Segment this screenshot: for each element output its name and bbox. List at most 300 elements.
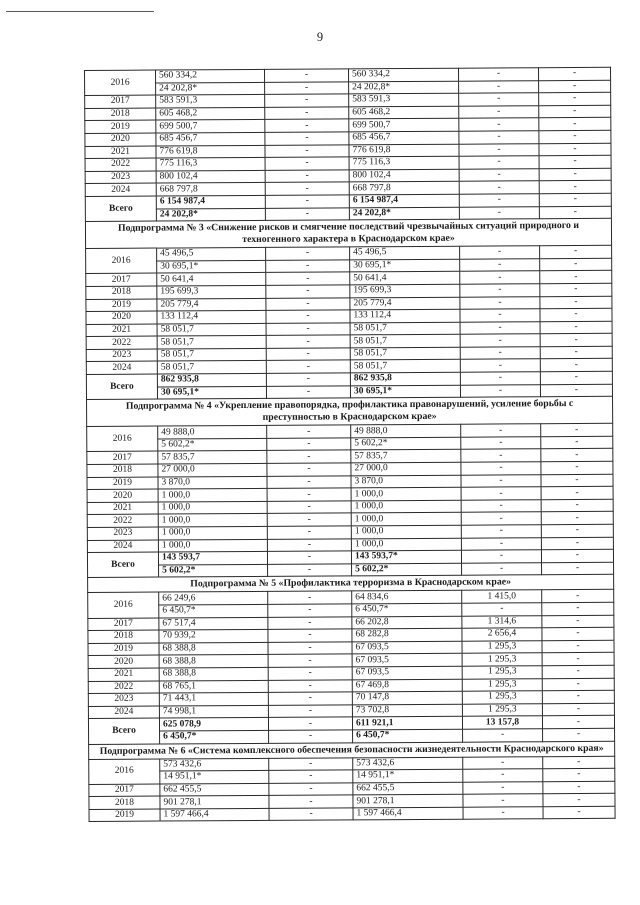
- year-cell: 2016: [86, 248, 157, 274]
- amount-cell: -: [268, 629, 352, 642]
- year-cell: 2019: [87, 477, 158, 490]
- amount-cell: -: [269, 770, 353, 783]
- year-cell: 2019: [85, 120, 156, 133]
- amount-cell: -: [266, 335, 350, 348]
- amount-cell: -: [541, 424, 613, 437]
- budget-table: [84, 67, 616, 823]
- amount-cell: 5 602,2*: [159, 564, 268, 577]
- amount-cell: 50 641,4: [350, 272, 460, 285]
- amount-cell: -: [461, 537, 541, 550]
- amount-cell: -: [268, 642, 352, 655]
- amount-cell: -: [539, 105, 611, 118]
- amount-cell: 58 051,7: [350, 360, 460, 373]
- subprogram-header-row: [87, 397, 613, 427]
- amount-cell: -: [541, 436, 613, 449]
- amount-cell: 58 051,7: [350, 322, 460, 335]
- amount-cell: 6 450,7*: [353, 729, 463, 742]
- total-label: Всего: [86, 374, 157, 400]
- amount-cell: -: [268, 692, 352, 705]
- amount-cell: -: [541, 512, 613, 525]
- amount-cell: 49 888,0: [351, 424, 461, 437]
- amount-cell: 5 602,2*: [158, 438, 267, 451]
- amount-cell: -: [268, 564, 352, 577]
- amount-cell: -: [267, 488, 351, 501]
- amount-cell: 67 093,5: [352, 654, 462, 667]
- amount-cell: -: [266, 260, 350, 273]
- amount-cell: -: [540, 371, 612, 384]
- amount-cell: -: [463, 781, 543, 794]
- amount-cell: -: [460, 271, 540, 284]
- amount-cell: 6 154 987,4: [156, 195, 265, 208]
- amount-cell: -: [461, 500, 541, 513]
- amount-cell: 573 432,6: [353, 757, 463, 770]
- amount-cell: -: [541, 524, 613, 537]
- amount-cell: -: [267, 551, 351, 564]
- amount-cell: 699 500,7: [349, 119, 459, 132]
- total-label: Всего: [87, 552, 158, 578]
- amount-cell: 560 334,2: [156, 69, 265, 82]
- amount-cell: 862 935,8: [157, 373, 266, 386]
- amount-cell: 699 500,7: [156, 120, 265, 133]
- amount-cell: -: [542, 590, 614, 603]
- amount-cell: 205 779,4: [157, 298, 266, 311]
- amount-cell: 67 093,5: [352, 666, 462, 679]
- year-cell: 2024: [85, 183, 156, 196]
- year-cell: 2018: [87, 464, 158, 477]
- amount-cell: 775 116,3: [156, 158, 265, 171]
- amount-cell: 195 699,3: [350, 284, 460, 297]
- amount-cell: 573 432,6: [160, 758, 269, 771]
- amount-cell: 583 591,3: [349, 93, 459, 106]
- amount-cell: 57 835,7: [351, 450, 461, 463]
- amount-cell: -: [269, 795, 353, 808]
- amount-cell: -: [542, 703, 614, 716]
- amount-cell: -: [265, 182, 349, 195]
- amount-cell: -: [539, 206, 611, 219]
- amount-cell: -: [542, 602, 614, 615]
- amount-cell: 6 450,7*: [160, 730, 269, 743]
- year-cell: 2024: [87, 540, 158, 553]
- amount-cell: 625 078,9: [159, 718, 268, 731]
- amount-cell: -: [540, 258, 612, 271]
- amount-cell: -: [461, 525, 541, 538]
- year-cell: 2019: [88, 643, 159, 656]
- amount-cell: 862 935,8: [350, 372, 460, 385]
- amount-cell: 662 455,5: [160, 783, 269, 796]
- amount-cell: 583 591,3: [156, 95, 265, 108]
- amount-cell: -: [266, 386, 350, 399]
- amount-cell: -: [462, 603, 542, 616]
- amount-cell: 14 951,1*: [353, 769, 463, 782]
- year-cell: 2016: [89, 759, 160, 785]
- amount-cell: 24 202,8*: [156, 208, 265, 221]
- amount-cell: -: [461, 550, 541, 563]
- amount-cell: -: [541, 461, 613, 474]
- year-cell: 2020: [88, 655, 159, 668]
- amount-cell: 64 834,6: [352, 591, 462, 604]
- amount-cell: 685 456,7: [156, 132, 265, 145]
- page-number: 9: [316, 30, 324, 44]
- amount-cell: 668 797,8: [156, 183, 265, 196]
- amount-cell: -: [459, 156, 539, 169]
- amount-cell: -: [541, 537, 613, 550]
- amount-cell: 901 278,1: [353, 794, 463, 807]
- amount-cell: 24 202,8*: [156, 82, 265, 95]
- amount-cell: 1 295,3: [462, 653, 542, 666]
- amount-cell: -: [459, 181, 539, 194]
- amount-cell: -: [540, 359, 612, 372]
- amount-cell: 2 656,4: [462, 628, 542, 641]
- amount-cell: -: [459, 80, 539, 93]
- amount-cell: -: [459, 143, 539, 156]
- amount-cell: -: [539, 80, 611, 93]
- amount-cell: 776 619,8: [349, 144, 459, 157]
- amount-cell: -: [266, 373, 350, 386]
- year-cell: 2022: [88, 681, 159, 694]
- amount-cell: -: [460, 258, 540, 271]
- amount-cell: 68 388,8: [159, 655, 268, 668]
- amount-cell: 58 051,7: [157, 348, 266, 361]
- year-cell: 2024: [86, 362, 157, 375]
- amount-cell: -: [267, 450, 351, 463]
- subprogram-title: Подпрограмма № 6 «Система комплексного обеспечения безопасности жизнедеятельности Краснодарского края»: [89, 741, 615, 759]
- amount-cell: 67 517,4: [159, 617, 268, 630]
- amount-cell: 68 388,8: [159, 642, 268, 655]
- amount-cell: 143 593,7*: [351, 550, 461, 563]
- year-cell: 2023: [88, 693, 159, 706]
- amount-cell: -: [266, 348, 350, 361]
- year-cell: 2021: [88, 668, 159, 681]
- amount-cell: -: [540, 245, 612, 258]
- amount-cell: 27 000,0: [158, 463, 267, 476]
- amount-cell: 6 450,7*: [352, 603, 462, 616]
- amount-cell: -: [540, 321, 612, 334]
- amount-cell: 133 112,4: [157, 310, 266, 323]
- amount-cell: 58 051,7: [350, 347, 460, 360]
- amount-cell: 68 388,8: [159, 667, 268, 680]
- year-cell: 2019: [89, 809, 160, 822]
- amount-cell: 205 779,4: [350, 297, 460, 310]
- amount-cell: 1 000,0: [158, 526, 267, 539]
- amount-cell: 6 154 987,4: [349, 194, 459, 207]
- subprogram-title: Подпрограмма № 5 «Профилактика терроризма в Краснодарском крае»: [88, 575, 614, 593]
- amount-cell: 3 870,0: [351, 475, 461, 488]
- amount-cell: -: [268, 705, 352, 718]
- amount-cell: 1 314,6: [462, 615, 542, 628]
- budget-table-body: [85, 67, 616, 822]
- amount-cell: -: [459, 206, 539, 219]
- total-label: Всего: [85, 196, 156, 222]
- amount-cell: -: [543, 728, 615, 741]
- amount-cell: 5 602,2*: [351, 437, 461, 450]
- amount-cell: -: [268, 667, 352, 680]
- amount-cell: 1 597 466,4: [353, 807, 463, 820]
- year-cell: 2018: [89, 796, 160, 809]
- amount-cell: -: [461, 487, 541, 500]
- amount-cell: 1 000,0: [351, 500, 461, 513]
- amount-cell: -: [540, 296, 612, 309]
- year-cell: 2023: [86, 349, 157, 362]
- amount-cell: -: [461, 474, 541, 487]
- amount-cell: 45 496,5: [157, 248, 266, 261]
- year-cell: 2017: [86, 273, 157, 286]
- amount-cell: -: [539, 155, 611, 168]
- amount-cell: -: [460, 246, 540, 259]
- amount-cell: 1 597 466,4: [160, 808, 269, 821]
- year-cell: 2017: [89, 784, 160, 797]
- year-cell: 2019: [86, 299, 157, 312]
- amount-cell: 66 249,6: [159, 592, 268, 605]
- amount-cell: -: [268, 679, 352, 692]
- year-cell: 2017: [87, 451, 158, 464]
- amount-cell: -: [269, 808, 353, 821]
- year-cell: 2022: [85, 158, 156, 171]
- amount-cell: -: [266, 272, 350, 285]
- amount-cell: -: [266, 297, 350, 310]
- amount-cell: -: [268, 616, 352, 629]
- amount-cell: -: [542, 665, 614, 678]
- amount-cell: -: [540, 334, 612, 347]
- year-cell: 2016: [88, 592, 159, 618]
- amount-cell: -: [460, 296, 540, 309]
- amount-cell: -: [267, 476, 351, 489]
- amount-cell: -: [461, 437, 541, 450]
- amount-cell: 13 157,8: [462, 716, 542, 729]
- year-cell: 2021: [86, 324, 157, 337]
- amount-cell: -: [460, 384, 540, 397]
- subprogram-title: Подпрограмма № 4 «Укрепление правопорядка, профилактика правонарушений, усиление борьбы с преступностью в Краснодарском крае»: [87, 397, 613, 427]
- amount-cell: -: [540, 346, 612, 359]
- amount-cell: 662 455,5: [353, 782, 463, 795]
- amount-cell: 611 921,1: [352, 717, 462, 730]
- amount-cell: 3 870,0: [158, 476, 267, 489]
- amount-cell: -: [543, 768, 615, 781]
- amount-cell: -: [268, 717, 352, 730]
- amount-cell: -: [461, 512, 541, 525]
- year-cell: 2020: [87, 489, 158, 502]
- amount-cell: 1 000,0: [158, 489, 267, 502]
- amount-cell: -: [540, 384, 612, 397]
- amount-cell: -: [265, 170, 349, 183]
- amount-cell: 143 593,7: [158, 552, 267, 565]
- amount-cell: -: [539, 118, 611, 131]
- year-cell: 2022: [87, 514, 158, 527]
- amount-cell: 58 051,7: [350, 334, 460, 347]
- amount-cell: 67 469,8: [352, 679, 462, 692]
- amount-cell: -: [542, 678, 614, 691]
- amount-cell: 68 765,1: [159, 680, 268, 693]
- amount-cell: 73 702,8: [352, 704, 462, 717]
- amount-cell: 685 456,7: [349, 131, 459, 144]
- year-cell: 2021: [87, 502, 158, 515]
- amount-cell: -: [266, 247, 350, 260]
- amount-cell: -: [459, 194, 539, 207]
- amount-cell: -: [541, 499, 613, 512]
- amount-cell: -: [538, 67, 610, 80]
- amount-cell: 1 000,0: [351, 538, 461, 551]
- amount-cell: -: [539, 130, 611, 143]
- amount-cell: -: [460, 334, 540, 347]
- amount-cell: -: [458, 68, 538, 81]
- amount-cell: 14 951,1*: [160, 770, 269, 783]
- amount-cell: -: [268, 604, 352, 617]
- amount-cell: -: [461, 462, 541, 475]
- amount-cell: -: [267, 438, 351, 451]
- amount-cell: -: [266, 323, 350, 336]
- amount-cell: 605 468,2: [349, 106, 459, 119]
- subprogram-title: Подпрограмма № 3 «Снижение рисков и смягчение последствий чрезвычайных ситуаций природного и техногенного характера в Краснодарском крае»: [85, 218, 611, 248]
- amount-cell: -: [460, 321, 540, 334]
- amount-cell: -: [267, 463, 351, 476]
- amount-cell: 1 295,3: [462, 703, 542, 716]
- amount-cell: -: [268, 591, 352, 604]
- amount-cell: -: [267, 501, 351, 514]
- amount-cell: -: [460, 359, 540, 372]
- amount-cell: -: [463, 794, 543, 807]
- amount-cell: 668 797,8: [349, 182, 459, 195]
- amount-cell: 24 202,8*: [349, 207, 459, 220]
- amount-cell: -: [539, 143, 611, 156]
- amount-cell: -: [269, 757, 353, 770]
- amount-cell: 58 051,7: [157, 361, 266, 374]
- amount-cell: -: [266, 310, 350, 323]
- year-cell: 2022: [86, 336, 157, 349]
- amount-cell: 605 468,2: [156, 107, 265, 120]
- amount-cell: 66 202,8: [352, 616, 462, 629]
- amount-cell: -: [266, 360, 350, 373]
- amount-cell: 195 699,3: [157, 285, 266, 298]
- amount-cell: -: [460, 372, 540, 385]
- amount-cell: -: [540, 308, 612, 321]
- amount-cell: -: [265, 144, 349, 157]
- amount-cell: -: [463, 729, 543, 742]
- amount-cell: -: [542, 627, 614, 640]
- amount-cell: -: [265, 207, 349, 220]
- amount-cell: -: [264, 69, 348, 82]
- amount-cell: -: [463, 807, 543, 820]
- amount-cell: -: [541, 486, 613, 499]
- amount-cell: 58 051,7: [157, 336, 266, 349]
- amount-cell: 1 295,3: [462, 678, 542, 691]
- amount-cell: 1 000,0: [351, 513, 461, 526]
- amount-cell: -: [542, 562, 614, 575]
- amount-cell: 776 619,8: [156, 145, 265, 158]
- amount-cell: 70 147,8: [352, 691, 462, 704]
- total-label: Всего: [88, 718, 159, 744]
- amount-cell: 133 112,4: [350, 309, 460, 322]
- amount-cell: -: [541, 474, 613, 487]
- amount-cell: -: [460, 347, 540, 360]
- amount-cell: -: [459, 106, 539, 119]
- amount-cell: -: [540, 271, 612, 284]
- amount-cell: 901 278,1: [160, 796, 269, 809]
- amount-cell: -: [543, 794, 615, 807]
- amount-cell: -: [269, 730, 353, 743]
- amount-cell: -: [539, 181, 611, 194]
- amount-cell: -: [539, 92, 611, 105]
- year-cell: 2020: [85, 133, 156, 146]
- amount-cell: -: [543, 756, 615, 769]
- amount-cell: -: [542, 653, 614, 666]
- amount-cell: -: [543, 781, 615, 794]
- amount-cell: 5 602,2*: [352, 563, 462, 576]
- amount-cell: 74 998,1: [159, 705, 268, 718]
- amount-cell: 800 102,4: [349, 169, 459, 182]
- year-cell: 2017: [88, 618, 159, 631]
- amount-cell: 71 443,1: [159, 693, 268, 706]
- amount-cell: 30 695,1*: [157, 260, 266, 273]
- year-cell: 2021: [85, 146, 156, 159]
- year-cell: 2020: [86, 311, 157, 324]
- amount-cell: -: [539, 168, 611, 181]
- year-cell: 2024: [88, 706, 159, 719]
- amount-cell: -: [460, 309, 540, 322]
- amount-cell: -: [266, 285, 350, 298]
- amount-cell: -: [267, 513, 351, 526]
- amount-cell: -: [540, 283, 612, 296]
- amount-cell: -: [459, 168, 539, 181]
- amount-cell: -: [267, 526, 351, 539]
- amount-cell: 1 295,3: [462, 666, 542, 679]
- amount-cell: -: [459, 131, 539, 144]
- amount-cell: -: [269, 783, 353, 796]
- amount-cell: 30 695,1*: [350, 385, 460, 398]
- header-rule: [6, 11, 154, 12]
- amount-cell: -: [543, 806, 615, 819]
- amount-cell: -: [267, 425, 351, 438]
- amount-cell: 1 415,0: [462, 590, 542, 603]
- year-cell: 2023: [87, 527, 158, 540]
- amount-cell: -: [463, 756, 543, 769]
- amount-cell: -: [265, 107, 349, 120]
- amount-cell: 560 334,2: [348, 68, 458, 81]
- amount-cell: -: [463, 769, 543, 782]
- amount-cell: 1 000,0: [158, 514, 267, 527]
- amount-cell: -: [459, 93, 539, 106]
- amount-cell: -: [542, 690, 614, 703]
- amount-cell: -: [461, 424, 541, 437]
- amount-cell: -: [265, 132, 349, 145]
- amount-cell: 1 295,3: [462, 640, 542, 653]
- subprogram-header-row: [85, 218, 611, 248]
- amount-cell: 775 116,3: [349, 156, 459, 169]
- amount-cell: -: [268, 654, 352, 667]
- amount-cell: 49 888,0: [158, 426, 267, 439]
- amount-cell: -: [267, 538, 351, 551]
- amount-cell: 1 000,0: [351, 487, 461, 500]
- amount-cell: -: [542, 615, 614, 628]
- amount-cell: 27 000,0: [351, 462, 461, 475]
- amount-cell: 68 282,8: [352, 628, 462, 641]
- amount-cell: 1 000,0: [351, 525, 461, 538]
- amount-cell: 45 496,5: [350, 246, 460, 259]
- amount-cell: 67 093,5: [352, 641, 462, 654]
- table-row: [89, 806, 615, 822]
- amount-cell: -: [542, 640, 614, 653]
- amount-cell: -: [265, 195, 349, 208]
- amount-cell: 6 450,7*: [159, 604, 268, 617]
- amount-cell: 30 695,1*: [157, 386, 266, 399]
- amount-cell: 30 695,1*: [350, 259, 460, 272]
- amount-cell: -: [539, 193, 611, 206]
- year-cell: 2017: [85, 95, 156, 108]
- amount-cell: -: [542, 716, 614, 729]
- amount-cell: 1 295,3: [462, 691, 542, 704]
- year-cell: 2018: [88, 630, 159, 643]
- amount-cell: -: [265, 119, 349, 132]
- amount-cell: 58 051,7: [157, 323, 266, 336]
- amount-cell: 1 000,0: [158, 501, 267, 514]
